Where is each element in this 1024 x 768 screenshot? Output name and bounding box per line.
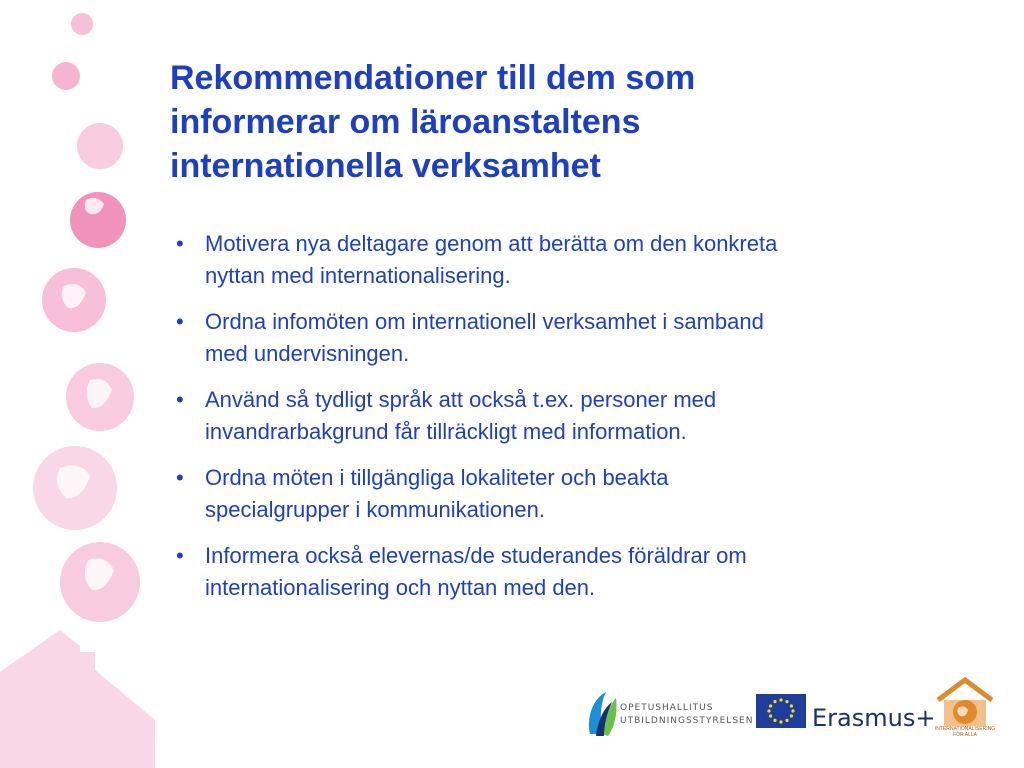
- oph-line: OPETUSHALLITUS: [620, 703, 714, 713]
- list-item: [170, 540, 930, 604]
- intl-logo: [932, 676, 998, 750]
- list-item-text: nyttan med internationalisering.: [205, 263, 511, 288]
- title-line: Rekommendationer till dem som: [170, 59, 696, 97]
- list-item-text: Ordna infomöten om internationell verksamhet i samband: [205, 309, 764, 334]
- title-line: informerar om läroanstaltens: [170, 103, 641, 141]
- list-item-text: specialgrupper i kommunikationen.: [205, 497, 545, 522]
- list-item: [170, 228, 930, 292]
- intl-line: FÖR ALLA: [953, 732, 977, 738]
- list-item-text: Använd så tydligt språk att också t.ex. personer med: [205, 387, 717, 412]
- title-line: internationella verksamhet: [170, 147, 601, 185]
- bullet-marker: •: [176, 231, 184, 256]
- bullet-marker: •: [176, 465, 184, 490]
- erasmus-label: Erasmus+: [812, 704, 936, 732]
- bullet-marker: •: [176, 543, 184, 568]
- house-shape: [0, 630, 155, 768]
- slide-title: [170, 56, 930, 188]
- list-item: [170, 306, 930, 370]
- bullet-marker: •: [176, 309, 184, 334]
- list-item: [170, 462, 930, 526]
- oph-logo: [586, 690, 756, 746]
- intl-line: INTERNATIONALISERING: [934, 726, 996, 732]
- list-item-text: Motivera nya deltagare genom att berätta om den konkreta: [205, 231, 778, 256]
- list-item-text: Informera också elevernas/de studerandes föräldrar om: [205, 543, 747, 568]
- globe-icon: [52, 62, 80, 90]
- list-item-text: med undervisningen.: [205, 341, 410, 366]
- footer-logos: [586, 676, 1006, 760]
- globe-icon: [71, 13, 93, 35]
- intl-logo-text: [932, 726, 998, 738]
- house-globe-icon: [932, 676, 998, 728]
- recommendation-list: [170, 228, 930, 618]
- bullet-marker: •: [176, 387, 184, 412]
- list-item-text: Ordna möten i tillgängliga lokaliteter och beakta: [205, 465, 669, 490]
- list-item-text: internationalisering och nyttan med den.: [205, 575, 596, 600]
- eu-flag-icon: [756, 694, 806, 728]
- oph-leaf-icon: [586, 690, 618, 738]
- list-item-text: invandrarbakgrund får tillräckligt med information.: [205, 419, 687, 444]
- globe-icon: [77, 123, 123, 169]
- oph-line: UTBILDNINGSSTYRELSEN: [620, 716, 754, 726]
- pink-globe-decoration: [0, 0, 160, 768]
- oph-logo-text: [620, 702, 753, 728]
- list-item: [170, 384, 930, 448]
